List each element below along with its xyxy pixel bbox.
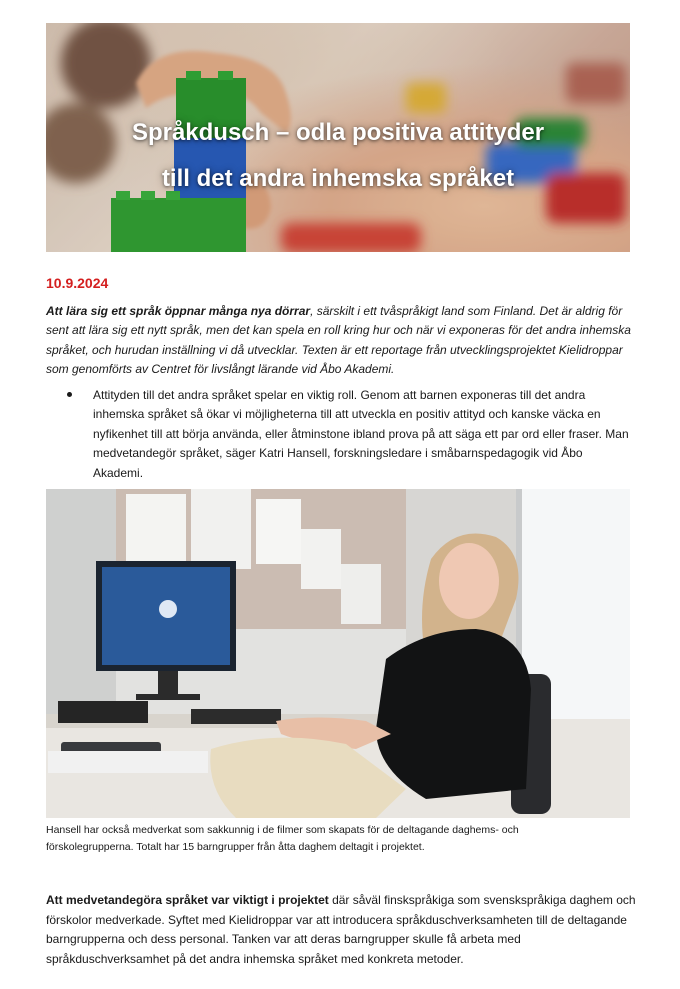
bullet-quote: Attityden till det andra språket spelar en viktig roll. Genom att barnen exponeras till det andra inhemska språket så ökar vi möjligheterna till att utveckla en positiv attityd och kanske väcka en nyfikenhet till att börja använda, eller åtminstone ibland prova på att säga ett par ord eller fraser. Man medvetandegör språket, säger Katri Hansell, forskningsledare i småbarnspedagogik vid Åbo Akademi. [93,388,629,480]
photo-caption: Hansell har också medverkat som sakkunnig i de filmer som skapats för de deltagande daghems- och förskolegrupperna. Totalt har 15 barngrupper från åtta daghem deltagit i projektet. [46,824,519,853]
body-paragraph [46,891,636,969]
hero-banner [46,23,630,252]
bullet-marker [67,392,72,397]
hero-title-line-1: Språkdusch – odla positiva attityder [131,119,545,146]
portrait-photo [46,489,630,818]
intro-lead: Att lära sig ett språk öppnar många nya dörrar [46,304,311,318]
body-lead: Att medvetandegöra språket var viktigt i projektet [46,893,329,907]
hero-title-line-2: till det andra inhemska språket [161,165,515,192]
intro-paragraph [46,302,634,380]
office-photo-illustration [46,489,630,818]
body-text: där såväl finskspråkiga som svenskspråkiga daghem och förskolor medverkade. Syftet med Kielidroppar var att introducera språkduschverksamheten till de deltagande barngrupperna och dess personal. Tanken var att deras barngrupper skulle få arbeta med språkduschverksamhet på det andra inhemska språket med konkreta metoder. [46,893,636,966]
article-date: 10.9.2024 [46,275,109,291]
intro-text: , särskilt i ett tvåspråkigt land som Finland. Det är aldrig för sent att lära sig ett nytt språk, men det kan spela en roll kring hur och när vi exponeras för det andra inhemska språket, och hurudan inställning vi då utvecklar. Texten är ett reportage från utvecklingsprojektet Kielidroppar som genomförts av Centret för livslångt lärande vid Åbo Akademi. [46,304,631,377]
